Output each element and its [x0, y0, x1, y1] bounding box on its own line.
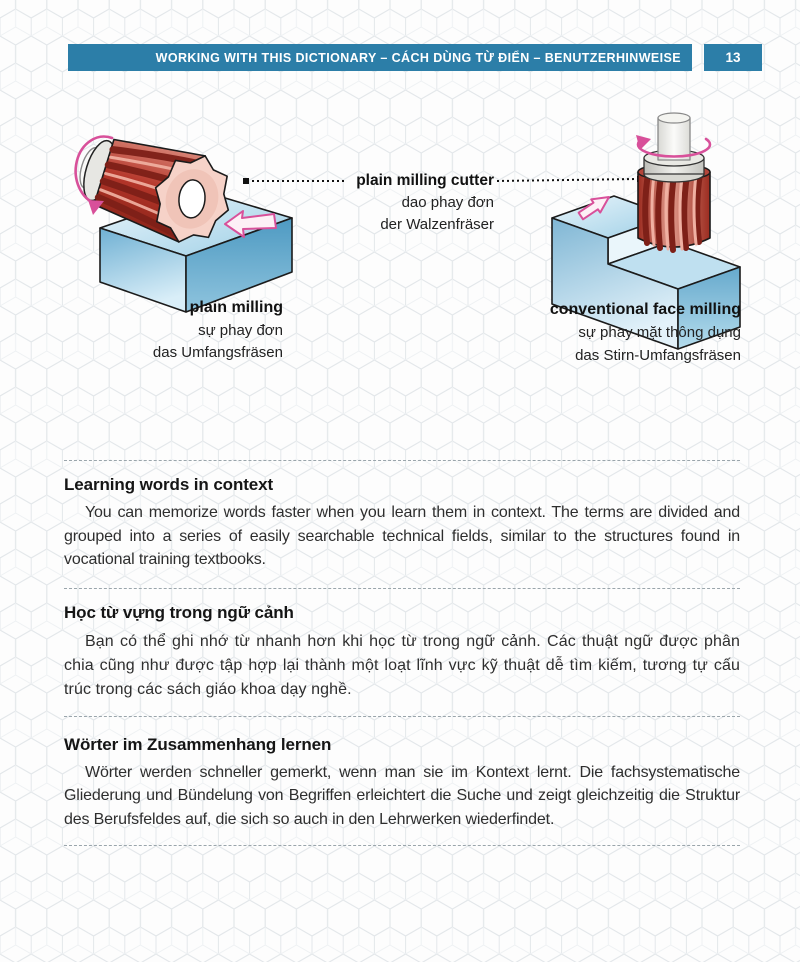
section-body-en: You can memorize words faster when you learn them in context. The terms are divided and grouped into a series of easily searchable technical fields, similar to the structures found in vocational training textbooks. — [64, 504, 740, 568]
dotted-divider — [64, 460, 740, 461]
term-en: plain milling cutter — [356, 172, 494, 189]
term-en: plain milling — [189, 299, 283, 316]
page-number-badge — [704, 44, 762, 71]
term-vi: dao phay đơn — [401, 194, 494, 211]
term-de: der Walzenfräser — [380, 216, 494, 233]
header-bar — [68, 44, 692, 71]
term-vi: sự phay đơn — [198, 321, 283, 339]
term-de: das Stirn-Umfangsfräsen — [575, 347, 741, 364]
term-de: das Umfangsfräsen — [152, 344, 283, 361]
face-milling-cutter-graphic — [638, 113, 710, 250]
plain-milling-illustration — [69, 122, 292, 312]
dotted-divider — [64, 716, 740, 717]
term-en: conventional face milling — [549, 301, 741, 318]
section-heading-vi: Học từ vựng trong ngữ cảnh — [64, 602, 294, 622]
section-heading-en: Learning words in context — [64, 475, 274, 494]
text-sections — [64, 460, 740, 846]
section-heading-de: Wörter im Zusammenhang lernen — [64, 734, 332, 754]
section-body-vi: Bạn có thể ghi nhớ từ nhanh hơn khi học từ trong ngữ cảnh. Các thuật ngữ được phân chia cũng như được tập hợp lại thành một loạt lĩnh vực kỹ thuật dễ tìm kiếm, tương tự cấu trúc trong các sách giáo khoa dạy nghề. — [64, 632, 740, 698]
dotted-divider — [64, 588, 740, 589]
section-body-de: Wörter werden schneller gemerkt, wenn man sie im Kontext lernt. Die fachsystematische Gliederung und Bündelung von Begriffen erleichtert die Suche und zeigt gleichzeitig die Struktur des Berufsfeldes auf, die sich so auch in den Lehrwerken wiederfindet. — [64, 763, 740, 828]
figure-right-caption — [501, 298, 741, 367]
figure-left-caption — [93, 297, 283, 365]
connector-dot-left — [243, 178, 249, 184]
dotted-divider — [64, 845, 740, 846]
page-number: 13 — [725, 50, 741, 65]
term-vi: sự phay mặt thông dụng — [578, 324, 741, 341]
figure-center-label — [310, 170, 494, 236]
header-title: WORKING WITH THIS DICTIONARY – CÁCH DÙNG TỪ ĐIỂN – BENUTZERHINWEISE — [155, 50, 681, 65]
